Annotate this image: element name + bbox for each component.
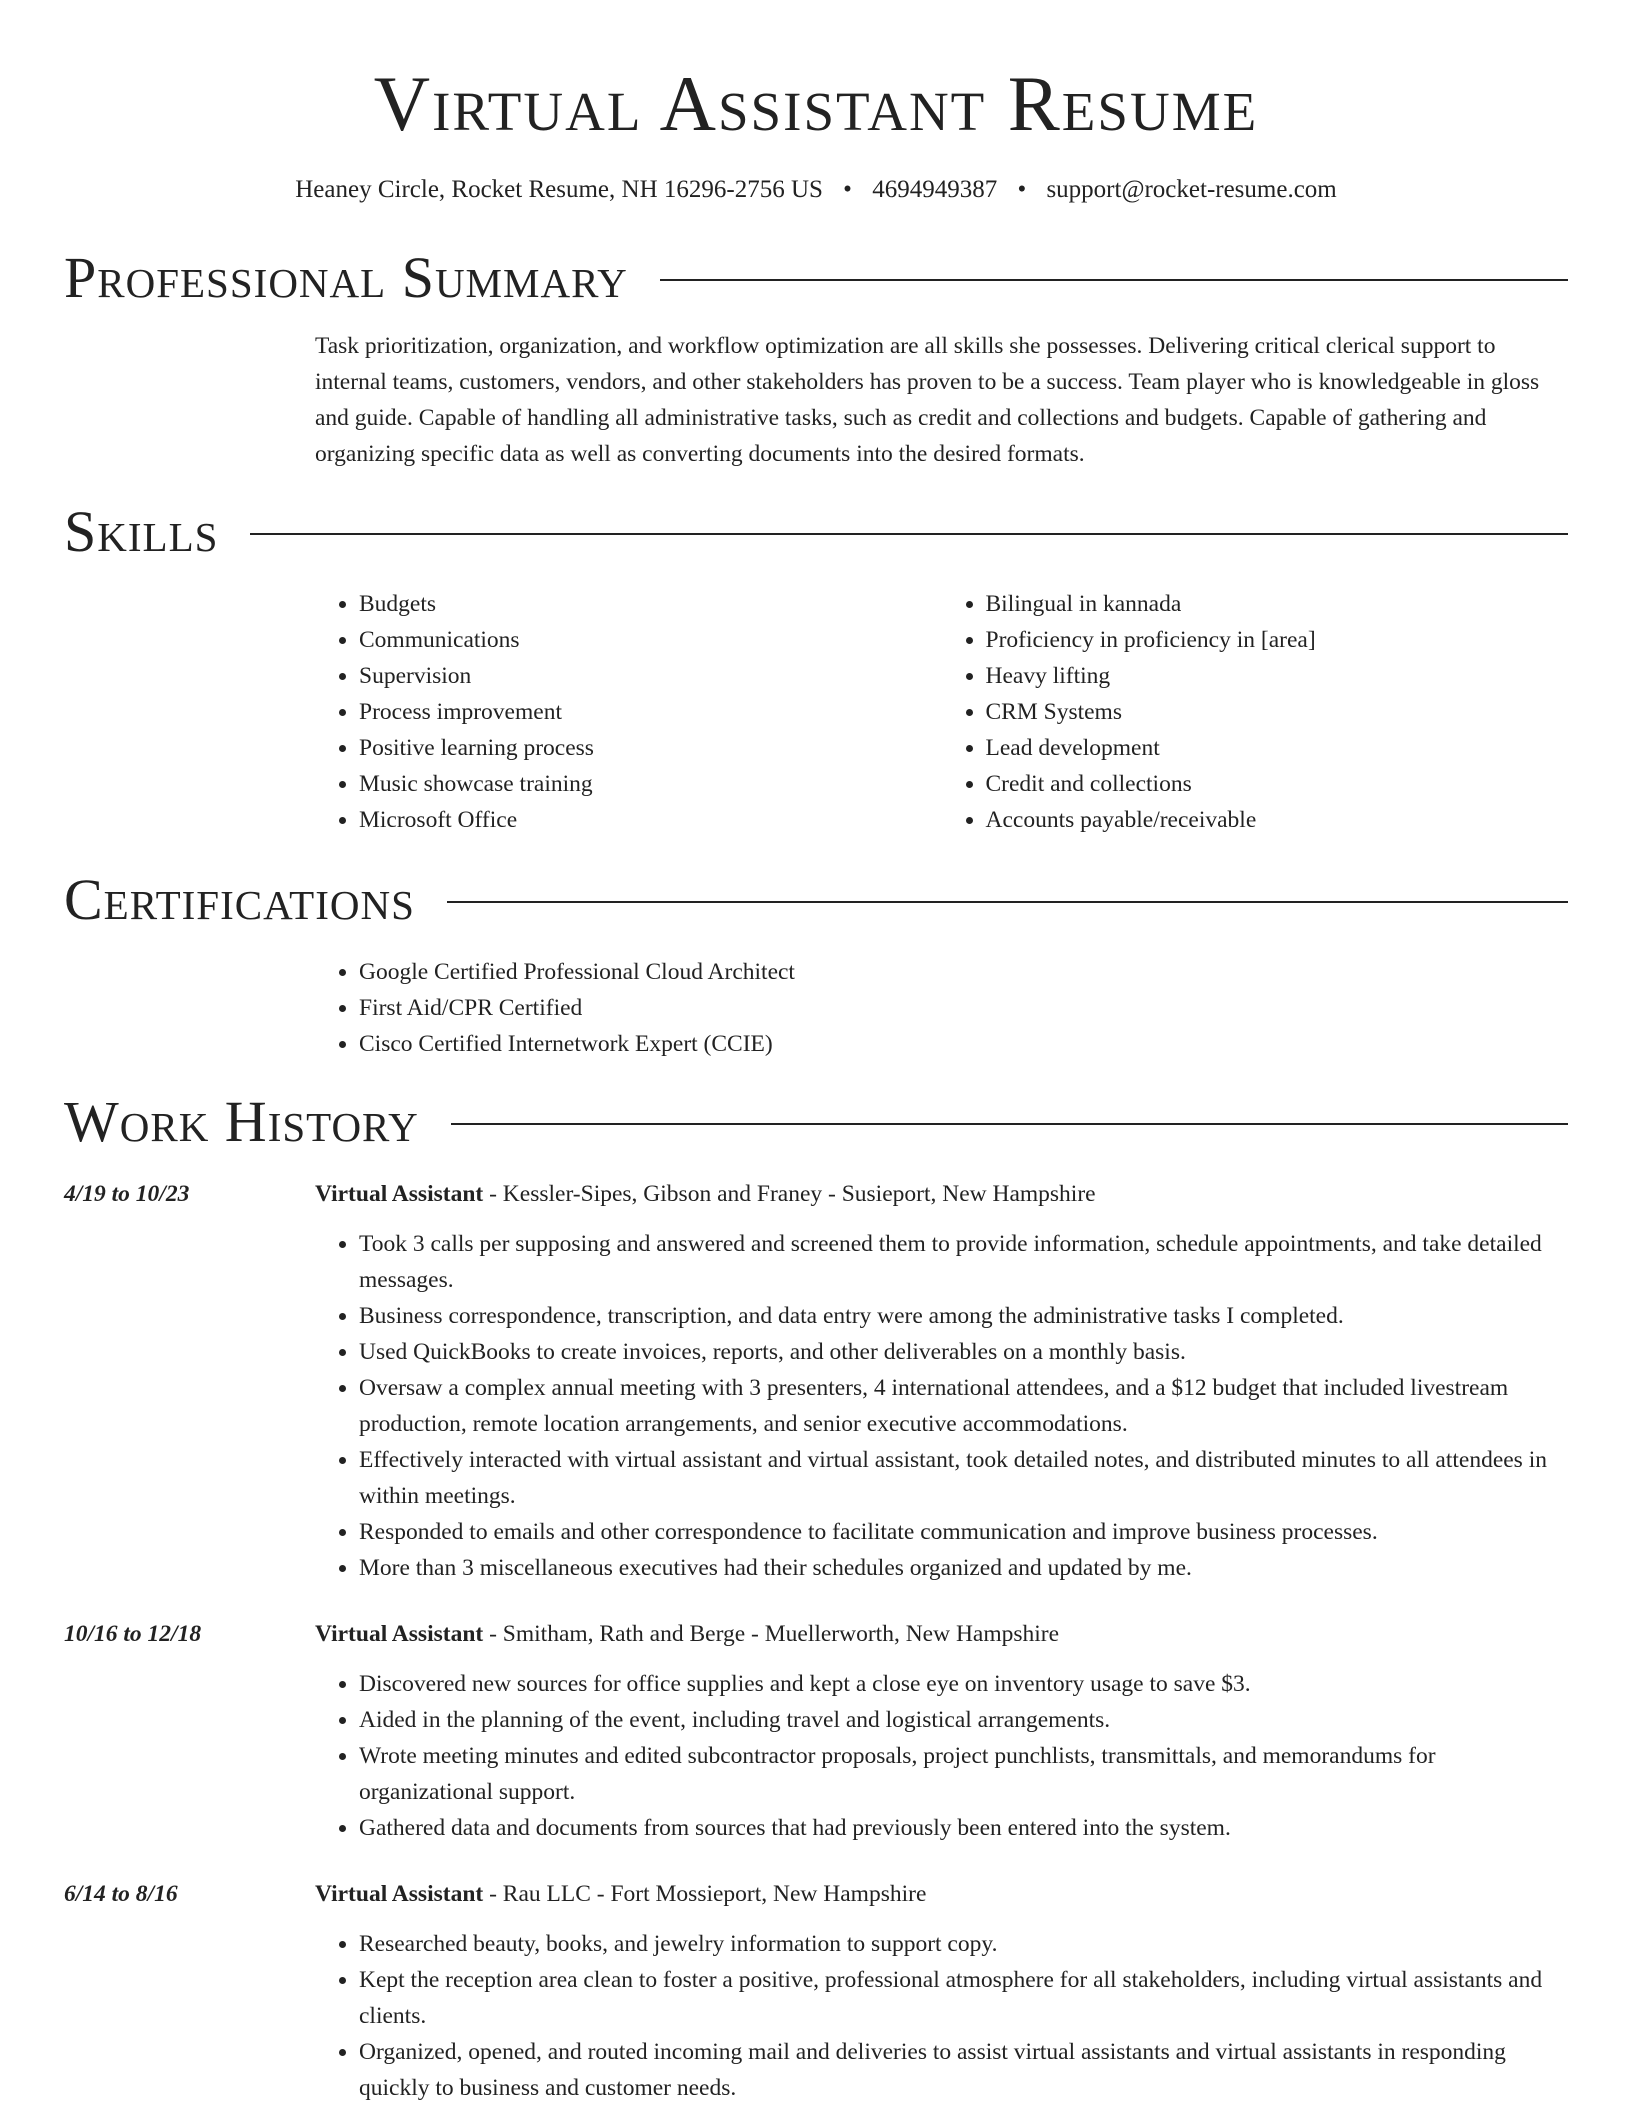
job-company: - Smitham, Rath and Berge - Muellerworth, New Hampshire [483, 1621, 1060, 1647]
job-role: Virtual Assistant [315, 1881, 484, 1907]
job-role: Virtual Assistant [315, 1621, 484, 1647]
job-bullets [315, 1666, 1568, 1846]
job-bullet: • Aided in the planning of the event, including travel and logistical arrangements. [359, 1702, 1568, 1738]
job-title-line [315, 1616, 1568, 1652]
job-detail [315, 1176, 1568, 1586]
job-bullet: • Took 3 calls per supposing and answered and screened them to provide information, schedule appointments, and take detailed messages. [359, 1226, 1568, 1298]
job-bullet: • Gathered data and documents from sources that had previously been entered into the system. [359, 1810, 1568, 1846]
skill-item: • Communications [359, 622, 942, 658]
section-divider [250, 533, 1568, 535]
job-bullet: • Researched beauty, books, and jewelry information to support copy. [359, 1926, 1568, 1962]
skills-list-right [942, 586, 1569, 838]
skills-section-header [64, 500, 1568, 564]
job-entry [64, 1616, 1568, 1846]
job-bullets [315, 1926, 1568, 2106]
skill-item: • Process improvement [359, 694, 942, 730]
skill-item: • Bilingual in kannada [986, 586, 1569, 622]
contact-phone: 4694949387 [872, 176, 998, 203]
resume-title: Virtual Assistant Resume [373, 60, 1259, 147]
skill-item: • CRM Systems [986, 694, 1569, 730]
skill-item: • Budgets [359, 586, 942, 622]
job-bullet: • Oversaw a complex annual meeting with 3 presenters, 4 international attendees, and a $12 budget that included livestream production, remote location arrangements, and senior executive accommodations. [359, 1370, 1568, 1442]
job-bullet: • Discovered new sources for office supplies and kept a close eye on inventory usage to save $3. [359, 1666, 1568, 1702]
contact-email: support@rocket-resume.com [1046, 176, 1337, 203]
certifications-section-header [64, 868, 1568, 932]
work-section-header [64, 1090, 1568, 1154]
skills-heading: Skills [64, 499, 219, 564]
contact-separator: • [843, 176, 852, 203]
skill-item: • Proficiency in proficiency in [area] [986, 622, 1569, 658]
certifications-list-wrap [315, 954, 1568, 1062]
summary-heading: Professional Summary [64, 245, 628, 310]
certification-item: • First Aid/CPR Certified [359, 990, 1568, 1026]
job-title-line [315, 1876, 1568, 1912]
job-dates: 10/16 to 12/18 [64, 1621, 202, 1647]
skill-item: • Positive learning process [359, 730, 942, 766]
skill-item: • Lead development [986, 730, 1569, 766]
certification-item: • Google Certified Professional Cloud Architect [359, 954, 1568, 990]
job-bullet: • Used QuickBooks to create invoices, reports, and other deliverables on a monthly basis. [359, 1334, 1568, 1370]
skill-item: • Music showcase training [359, 766, 942, 802]
summary-text: Task prioritization, organization, and workflow optimization are all skills she possesses. Delivering critical clerical support to internal teams, customers, vendors, and other stakeholders has proven to be a success. Team player who is knowledgeable in gloss and guide. Capable of handling all administrative tasks, such as credit and collections and budgets. Capable of gathering and organizing specific data as well as converting documents into the desired formats. [315, 333, 1540, 467]
job-bullet: • Effectively interacted with virtual assistant and virtual assistant, took detailed notes, and distributed minutes to all attendees in within meetings. [359, 1442, 1568, 1514]
job-title-line [315, 1176, 1568, 1212]
work-heading: Work History [64, 1089, 419, 1154]
skill-item: • Credit and collections [986, 766, 1569, 802]
job-bullet: • Business correspondence, transcription, and data entry were among the administrative tasks I completed. [359, 1298, 1568, 1334]
section-divider [451, 1123, 1568, 1125]
certifications-heading: Certifications [64, 867, 415, 932]
job-bullet: • Kept the reception area clean to foster a positive, professional atmosphere for all stakeholders, including virtual assistants and clients. [359, 1962, 1568, 2034]
job-bullet: • More than 3 miscellaneous executives had their schedules organized and updated by me. [359, 1550, 1568, 1586]
skills-list-left [315, 586, 942, 838]
job-bullets [315, 1226, 1568, 1586]
certification-item: • Cisco Certified Internetwork Expert (CCIE) [359, 1026, 1568, 1062]
job-entry [64, 1176, 1568, 1586]
job-entry [64, 1876, 1568, 2106]
certifications-list [315, 954, 1568, 1062]
job-dates: 6/14 to 8/16 [64, 1881, 178, 1907]
contact-address: Heaney Circle, Rocket Resume, NH 16296-2756 US [295, 176, 823, 203]
job-role: Virtual Assistant [315, 1181, 484, 1207]
job-dates: 4/19 to 10/23 [64, 1181, 190, 1207]
job-detail [315, 1876, 1568, 2106]
job-company: - Kessler-Sipes, Gibson and Franey - Susieport, New Hampshire [483, 1181, 1096, 1207]
section-divider [660, 279, 1568, 281]
skills-columns [315, 586, 1568, 838]
contact-line [64, 174, 1568, 206]
job-company: - Rau LLC - Fort Mossieport, New Hampshire [483, 1881, 927, 1907]
job-bullet: • Organized, opened, and routed incoming mail and deliveries to assist virtual assistants and virtual assistants in responding quickly to business and customer needs. [359, 2034, 1568, 2106]
job-bullet: • Responded to emails and other correspondence to facilitate communication and improve business processes. [359, 1514, 1568, 1550]
work-history-list [64, 1176, 1568, 2106]
contact-separator: • [1017, 176, 1027, 203]
skill-item: • Microsoft Office [359, 802, 942, 838]
summary-section-header [64, 246, 1568, 310]
skill-item: • Supervision [359, 658, 942, 694]
job-detail [315, 1616, 1568, 1846]
section-divider [447, 901, 1568, 903]
job-bullet: • Wrote meeting minutes and edited subcontractor proposals, project punchlists, transmittals, and memorandums for organizational support. [359, 1738, 1568, 1810]
skill-item: • Heavy lifting [986, 658, 1569, 694]
skill-item: • Accounts payable/receivable [986, 802, 1569, 838]
